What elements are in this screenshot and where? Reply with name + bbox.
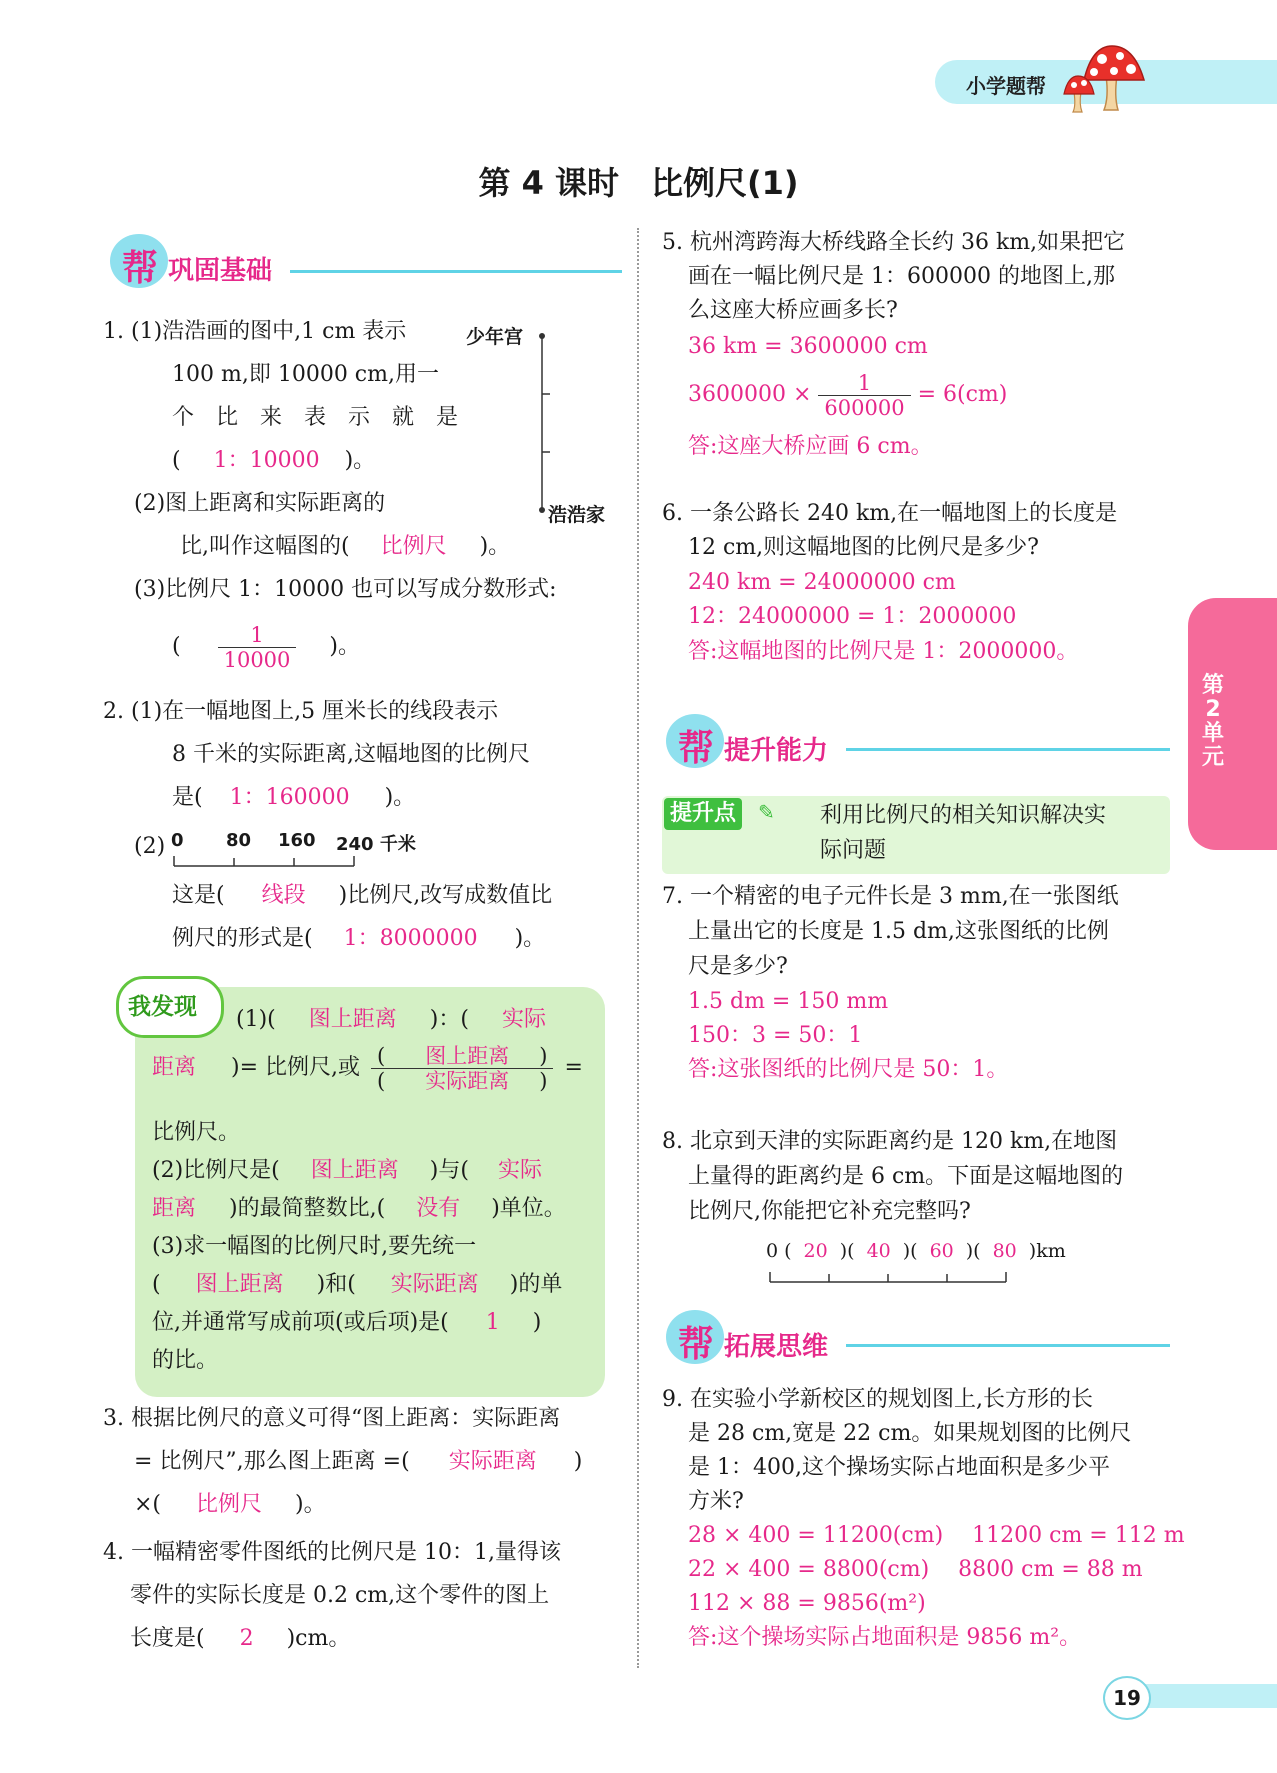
discover-line6: (3)求一幅图的比例尺时,要先统一 — [152, 1234, 477, 1259]
text: )。 — [514, 926, 546, 951]
tab-char: 第 — [1201, 673, 1224, 698]
text: )单位。 — [491, 1196, 566, 1221]
discover-line7 — [152, 1268, 562, 1302]
section-label: 提升能力 — [724, 736, 829, 766]
answer: 实际距离 — [425, 1068, 510, 1093]
q5-answer-line1: 36 km = 3600000 cm — [688, 334, 928, 359]
q2-answer-type: 线段 — [261, 883, 306, 908]
answer-actual-part2: 距离 — [152, 1055, 197, 1080]
q3-line3 — [134, 1488, 326, 1522]
brand-label: 小学题帮 — [966, 74, 1046, 98]
discover-fraction — [371, 1044, 553, 1093]
q5-answer-line3: 答:这座大桥应画 6 cm。 — [688, 434, 933, 459]
q6-answer-line3: 答:这幅地图的比例尺是 1：2000000。 — [688, 639, 1079, 664]
discover-line1 — [236, 1003, 546, 1037]
q2-line1: 2. (1)在一幅地图上,5 厘米长的线段表示 — [103, 699, 499, 724]
q1-answer-ratio: 1：10000 — [213, 448, 320, 473]
answer: 1 — [485, 1310, 500, 1335]
q1-line6 — [180, 530, 510, 564]
answer: 没有 — [416, 1196, 461, 1221]
discover-line3: 比例尺。 — [152, 1120, 241, 1145]
scale-answer-1: 20 — [803, 1240, 828, 1262]
q8-line2: 上量得的距离约是 6 cm。下面是这幅地图的 — [688, 1164, 1124, 1189]
text: )的最简整数比,( — [229, 1196, 386, 1221]
section-improve-header — [666, 712, 1170, 772]
q5-line1: 5. 杭州湾跨海大桥线路全长约 36 km,如果把它 — [662, 230, 1126, 255]
scale-answer-4: 80 — [992, 1240, 1017, 1262]
q3-line2 — [134, 1445, 582, 1479]
q5-fraction — [818, 371, 910, 420]
scale-answer-2: 40 — [866, 1240, 891, 1262]
q1-distance-figure — [530, 328, 554, 514]
q1-answer-fraction — [218, 623, 297, 672]
q8-line-scale — [768, 1270, 1008, 1286]
tab-char: 元 — [1201, 745, 1224, 770]
text: (1)( — [236, 1007, 276, 1032]
figure-label-bottom: 浩浩家 — [548, 504, 606, 526]
answer-map-distance: 图上距离 — [308, 1007, 397, 1032]
text: = 6(cm) — [917, 382, 1008, 407]
text: ×( — [134, 1492, 162, 1517]
q3-answer-scale: 比例尺 — [196, 1492, 263, 1517]
tab-char: 单 — [1201, 721, 1224, 746]
fraction-numerator: 1 — [218, 623, 297, 648]
mushroom-icon — [1062, 42, 1154, 114]
q1-line4 — [172, 444, 375, 478]
discover-badge: 我发现 — [128, 994, 197, 1020]
q2-answer-numeric: 1：8000000 — [343, 926, 478, 951]
q1-answer-scale: 比例尺 — [380, 534, 447, 559]
q3-answer-actual: 实际距离 — [448, 1449, 537, 1474]
q6-answer-line1: 240 km = 24000000 cm — [688, 570, 956, 595]
text: = 比例尺”,那么图上距离 =( — [134, 1449, 410, 1474]
text: ) — [573, 1449, 583, 1474]
answer: 距离 — [152, 1196, 197, 1221]
section-rule — [290, 270, 622, 273]
text: (2)比例尺是( — [152, 1158, 280, 1183]
fraction-denominator: 10000 — [223, 647, 291, 672]
section-rule — [846, 1344, 1170, 1347]
unit-tab-label — [1198, 674, 1228, 770]
q1-line3: 个 比 来 表 示 就 是 — [172, 405, 459, 430]
q2-line2: 8 千米的实际距离,这幅地图的比例尺 — [172, 742, 530, 767]
text: )。 — [479, 534, 511, 559]
q2-line3 — [172, 781, 415, 815]
q7-line1: 7. 一个精密的电子元件长是 3 mm,在一张图纸 — [662, 884, 1119, 909]
q3-line1: 3. 根据比例尺的意义可得“图上距离：实际距离 — [103, 1406, 561, 1431]
q6-answer-line2: 12：24000000 = 1：2000000 — [688, 604, 1017, 629]
q4-line2: 零件的实际长度是 0.2 cm,这个零件的图上 — [130, 1583, 550, 1608]
page-title: 第 4 课时 比例尺(1) — [478, 164, 799, 202]
q5-answer-line2 — [688, 368, 1007, 422]
tip-line1: 利用比例尺的相关知识解决实 — [820, 803, 1107, 828]
text: ( — [172, 634, 181, 659]
scale-label-240: 240 千米 — [336, 834, 416, 855]
paren-open: ( — [172, 448, 181, 473]
q4-line3 — [130, 1622, 350, 1656]
q6-line1: 6. 一条公路长 240 km,在一幅地图上的长度是 — [662, 501, 1118, 526]
section-badge: 帮 — [678, 1324, 715, 1365]
text: 例尺的形式是( — [172, 926, 313, 951]
q8-line1: 8. 北京到天津的实际距离约是 120 km,在地图 — [662, 1129, 1118, 1154]
column-divider — [637, 228, 639, 1668]
q2-line5 — [172, 879, 552, 913]
q1-line5: (2)图上距离和实际距离的 — [134, 491, 386, 516]
answer: 图上距离 — [310, 1158, 399, 1183]
text: )的单 — [509, 1272, 563, 1297]
page-number: 19 — [1103, 1676, 1151, 1720]
q7-answer-line1: 1.5 dm = 150 mm — [688, 989, 889, 1014]
scale-answer-3: 60 — [929, 1240, 954, 1262]
scale-label-160: 160 — [278, 830, 316, 851]
section-label: 巩固基础 — [168, 256, 273, 286]
tip-line2: 际问题 — [820, 838, 887, 863]
q9-answer-line3: 112 × 88 = 9856(m²) — [688, 1591, 926, 1616]
text: )= 比例尺,或 — [231, 1055, 361, 1080]
text: ( — [152, 1272, 161, 1297]
q2-answer-ratio: 1：160000 — [229, 785, 350, 810]
q2-line-scale — [172, 854, 362, 870]
text: 比,叫作这幅图的( — [180, 534, 350, 559]
tab-char: 2 — [1205, 697, 1221, 722]
fraction-numerator: 1 — [818, 371, 910, 396]
q9-line4: 方米? — [688, 1489, 744, 1514]
text: 长度是( — [130, 1626, 205, 1651]
discover-line2 — [152, 1040, 583, 1096]
text: )。 — [295, 1492, 326, 1517]
q4-answer: 2 — [239, 1626, 254, 1651]
section-badge: 帮 — [122, 248, 159, 289]
q9-answer-line1: 28 × 400 = 11200(cm) 11200 cm = 112 m — [688, 1523, 1185, 1548]
q1-line7: (3)比例尺 1：10000 也可以写成分数形式: — [134, 577, 557, 602]
q5-line3: 么这座大桥应画多长? — [688, 298, 898, 323]
q9-line1: 9. 在实验小学新校区的规划图上,长方形的长 — [662, 1387, 1093, 1412]
q5-line2: 画在一幅比例尺是 1：600000 的地图上,那 — [688, 264, 1115, 289]
q1-line8 — [172, 620, 360, 674]
text: 这是( — [172, 883, 225, 908]
q9-answer-line2: 22 × 400 = 8800(cm) 8800 cm = 88 m — [688, 1557, 1143, 1582]
text: 位,并通常写成前项(或后项)是( — [152, 1310, 449, 1335]
figure-label-top: 少年宫 — [466, 326, 524, 348]
q1-line1: 1. (1)浩浩画的图中,1 cm 表示 — [103, 319, 407, 344]
q7-line2: 上量出它的长度是 1.5 dm,这张图纸的比例 — [688, 919, 1109, 944]
scale-label-80: 80 — [226, 830, 252, 851]
answer: 实际距离 — [390, 1272, 479, 1297]
section-basic-header — [110, 232, 622, 292]
text: )比例尺,改写成数值比 — [338, 883, 553, 908]
fraction-denominator: 600000 — [824, 395, 905, 420]
tip-badge: 提升点 — [664, 798, 742, 830]
section-expand-header — [666, 1308, 1170, 1368]
q2-line6 — [172, 922, 545, 956]
text: )。 — [384, 785, 416, 810]
text: = — [564, 1055, 583, 1080]
discover-line5 — [152, 1192, 566, 1226]
discover-line4 — [152, 1154, 542, 1188]
text: ) — [532, 1310, 542, 1335]
scale-label-0: 0 — [171, 830, 184, 851]
fraction-denominator: ( 实际距离 ) — [377, 1068, 548, 1093]
discover-line8 — [152, 1306, 541, 1340]
section-badge: 帮 — [678, 728, 715, 769]
q4-line1: 4. 一幅精密零件图纸的比例尺是 10：1,量得该 — [103, 1540, 561, 1565]
q9-answer-line4: 答:这个操场实际占地面积是 9856 m²。 — [688, 1625, 1082, 1650]
q9-line2: 是 28 cm,宽是 22 cm。如果规划图的比例尺 — [688, 1421, 1132, 1446]
text: 3600000 × — [688, 382, 812, 407]
text: )和( — [316, 1272, 356, 1297]
q7-answer-line3: 答:这张图纸的比例尺是 50：1。 — [688, 1057, 1009, 1082]
answer: 实际 — [497, 1158, 542, 1183]
text: )cm。 — [286, 1626, 351, 1651]
q9-line3: 是 1：400,这个操场实际占地面积是多少平 — [688, 1455, 1110, 1480]
scale-zero: 0 — [766, 1240, 779, 1262]
scale-unit: km — [1036, 1240, 1066, 1262]
q8-scale-labels: 0 ( 20 )( 40 )( 60 )( 80 )km — [766, 1240, 1066, 1262]
answer: 图上距离 — [425, 1043, 510, 1068]
section-label: 拓展思维 — [724, 1332, 829, 1362]
q8-line3: 比例尺,你能把它补充完整吗? — [688, 1199, 971, 1224]
q2-line4: (2) — [134, 834, 166, 859]
text: )：( — [429, 1007, 469, 1032]
text: 是( — [172, 785, 203, 810]
q7-answer-line2: 150：3 = 50：1 — [688, 1023, 863, 1048]
pencil-icon: ✎ — [758, 800, 775, 824]
answer: 图上距离 — [195, 1272, 284, 1297]
text: )。 — [329, 634, 360, 659]
q7-line3: 尺是多少? — [688, 954, 788, 979]
answer-actual-part1: 实际 — [501, 1007, 546, 1032]
q6-line2: 12 cm,则这幅地图的比例尺是多少? — [688, 535, 1039, 560]
section-rule — [846, 748, 1170, 751]
q1-line2: 100 m,即 10000 cm,用一 — [172, 362, 439, 387]
footer-band — [1130, 1684, 1277, 1708]
discover-line9: 的比。 — [152, 1348, 219, 1373]
paren-close: )。 — [344, 448, 376, 473]
fraction-numerator: ( 图上距离 ) — [371, 1044, 553, 1069]
text: )与( — [429, 1158, 469, 1183]
